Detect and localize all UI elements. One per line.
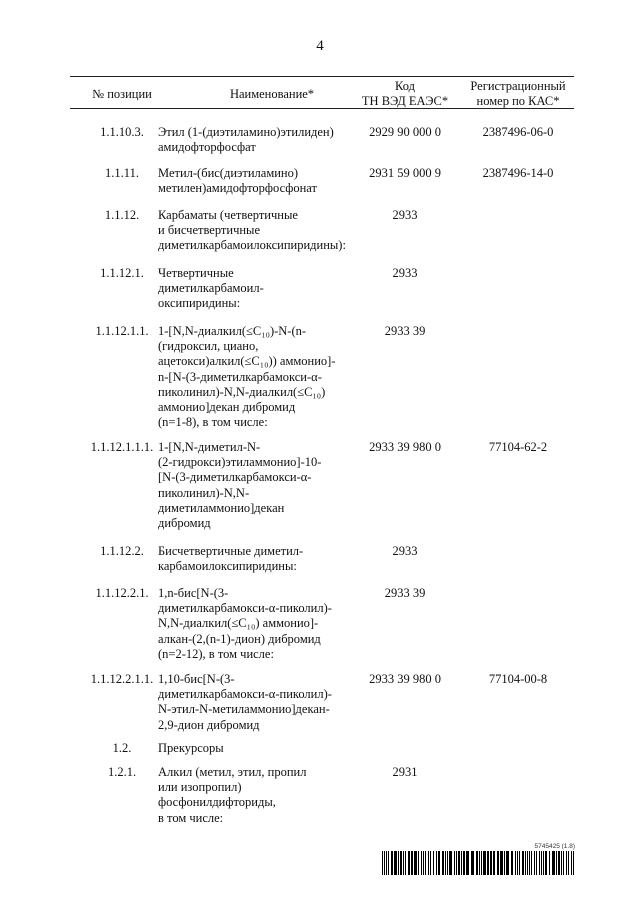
name-line: диметиламмонио]декан [158,500,285,515]
cell-code: 2931 [392,765,418,779]
cell-name [158,741,354,756]
cell-code: 2933 39 [384,586,426,600]
name-line: (2-гидрокси)этиламмонио]-10- [158,455,322,470]
header-cas-line-2: номер по КАС* [476,94,560,108]
name-line: пиколинил)-N,N- [158,485,250,500]
cell-cas: 77104-62-2 [488,440,548,454]
table-header-rule [70,108,574,109]
cell-position: 1.1.12.2.1. [95,586,149,600]
cell-cas: 2387496-06-0 [482,125,554,139]
name-line: фосфонилдифториды, [158,795,276,810]
cell-position: 1.2.1. [107,765,137,779]
cell-code: 2933 [392,208,418,222]
name-line: диметилкарбамоил- [158,281,264,296]
header-code-line-2: ТН ВЭД ЕАЭС* [361,94,449,108]
name-line: (n=2-12), в том числе: [158,646,274,661]
name-line: в том числе: [158,810,224,825]
document-barcode [382,842,575,875]
cell-name [158,166,354,196]
cell-name [158,586,354,662]
cell-position: 1.1.12.1. [100,266,144,280]
name-line: Прекурсоры [158,741,224,755]
name-line: Карбаматы (четвертичные [158,208,298,222]
cell-position: 1.1.12.1.1.1. [90,440,154,454]
cell-code: 2931 59 000 9 [369,166,441,180]
name-line: (n=1-8), в том числе: [158,415,268,430]
name-line: 1,n-бис[N-(3- [158,586,229,600]
cell-name [158,125,354,155]
cell-position: 1.2. [112,741,132,755]
cell-code: 2933 [392,544,418,558]
cell-name [158,324,354,430]
cell-code: 2933 39 [384,324,426,338]
name-line: диметилкарбамокси-α-пиколил)- [158,601,332,616]
name-line: 1-[N,N-диалкил(≤C₁₀)-N-(n- [158,324,307,338]
cell-name [158,672,354,733]
name-line: или изопропил) [158,780,242,795]
name-line: 1-[N,N-диметил-N- [158,440,261,454]
header-position: № позиции [92,87,152,101]
cell-position: 1.1.12.2.1.1. [90,672,154,686]
name-line: алкан-(2,(n-1)-дион) дибромид [158,631,321,646]
header-cas-line-1: Регистрационный [470,79,566,93]
cell-cas: 77104-00-8 [488,672,548,686]
name-line: Алкил (метил, этил, пропил [158,765,307,779]
cell-name [158,208,354,254]
name-line: 2,9-дион дибромид [158,717,260,732]
name-line: диметилкарбамоилоксипиридины): [158,238,346,253]
cell-name [158,266,354,312]
name-line: диметилкарбамокси-α-пиколил)- [158,687,332,702]
cell-position: 1.1.12.2. [100,544,144,558]
name-line: N,N-диалкил(≤C₁₀) аммонио]- [158,616,319,631]
name-line: Метил-(бис(диэтиламино) [158,166,299,180]
name-line: N-этил-N-метиламмонио]декан- [158,702,330,717]
cell-position: 1.1.12. [104,208,140,222]
cell-code: 2933 [392,266,418,280]
name-line: ацетокси)алкил(≤C₁₀)) аммонио]- [158,354,336,369]
name-line: Бисчетвертичные диметил- [158,544,304,558]
cell-name [158,440,354,531]
name-line: и бисчетвертичные [158,223,260,238]
cell-position: 1.1.12.1.1. [95,324,149,338]
name-line: аммонио]декан дибромид [158,400,296,415]
cell-code: 2929 90 000 0 [369,125,441,139]
header-cas [462,79,574,109]
name-line: карбамоилоксипиридины: [158,559,297,574]
name-line: n-[N-(3-диметилкарбамокси-α- [158,369,322,384]
cell-position: 1.1.11. [105,166,139,180]
header-code [346,79,464,109]
name-line: дибромид [158,516,211,531]
name-line: (гидроксил, циано, [158,339,259,354]
name-line: пиколинил)-N,N-диалкил(≤C₁₀) [158,384,326,399]
barcode-number: 5745425 (1.8) [534,843,575,850]
name-line: Четвертичные [158,266,234,280]
header-name: Наименование* [229,87,315,101]
cell-position: 1.1.10.3. [100,125,144,139]
table-top-rule [70,76,574,77]
header-code-line-1: Код [395,79,415,93]
cell-code: 2933 39 980 0 [369,672,441,686]
cell-name [158,544,354,574]
page-number: 4 [316,38,324,54]
cell-code: 2933 39 980 0 [369,440,441,454]
name-line: [N-(3-диметилкарбамокси-α- [158,470,312,485]
name-line: 1,10-бис[N-(3- [158,672,235,686]
cell-cas: 2387496-14-0 [482,166,554,180]
name-line: оксипиридины: [158,296,241,311]
cell-name [158,765,354,826]
barcode-image [382,851,575,875]
name-line: метилен)амидофторфосфонат [158,181,317,196]
name-line: амидофторфосфат [158,140,256,155]
name-line: Этил (1-(диэтиламино)этилиден) [158,125,334,139]
